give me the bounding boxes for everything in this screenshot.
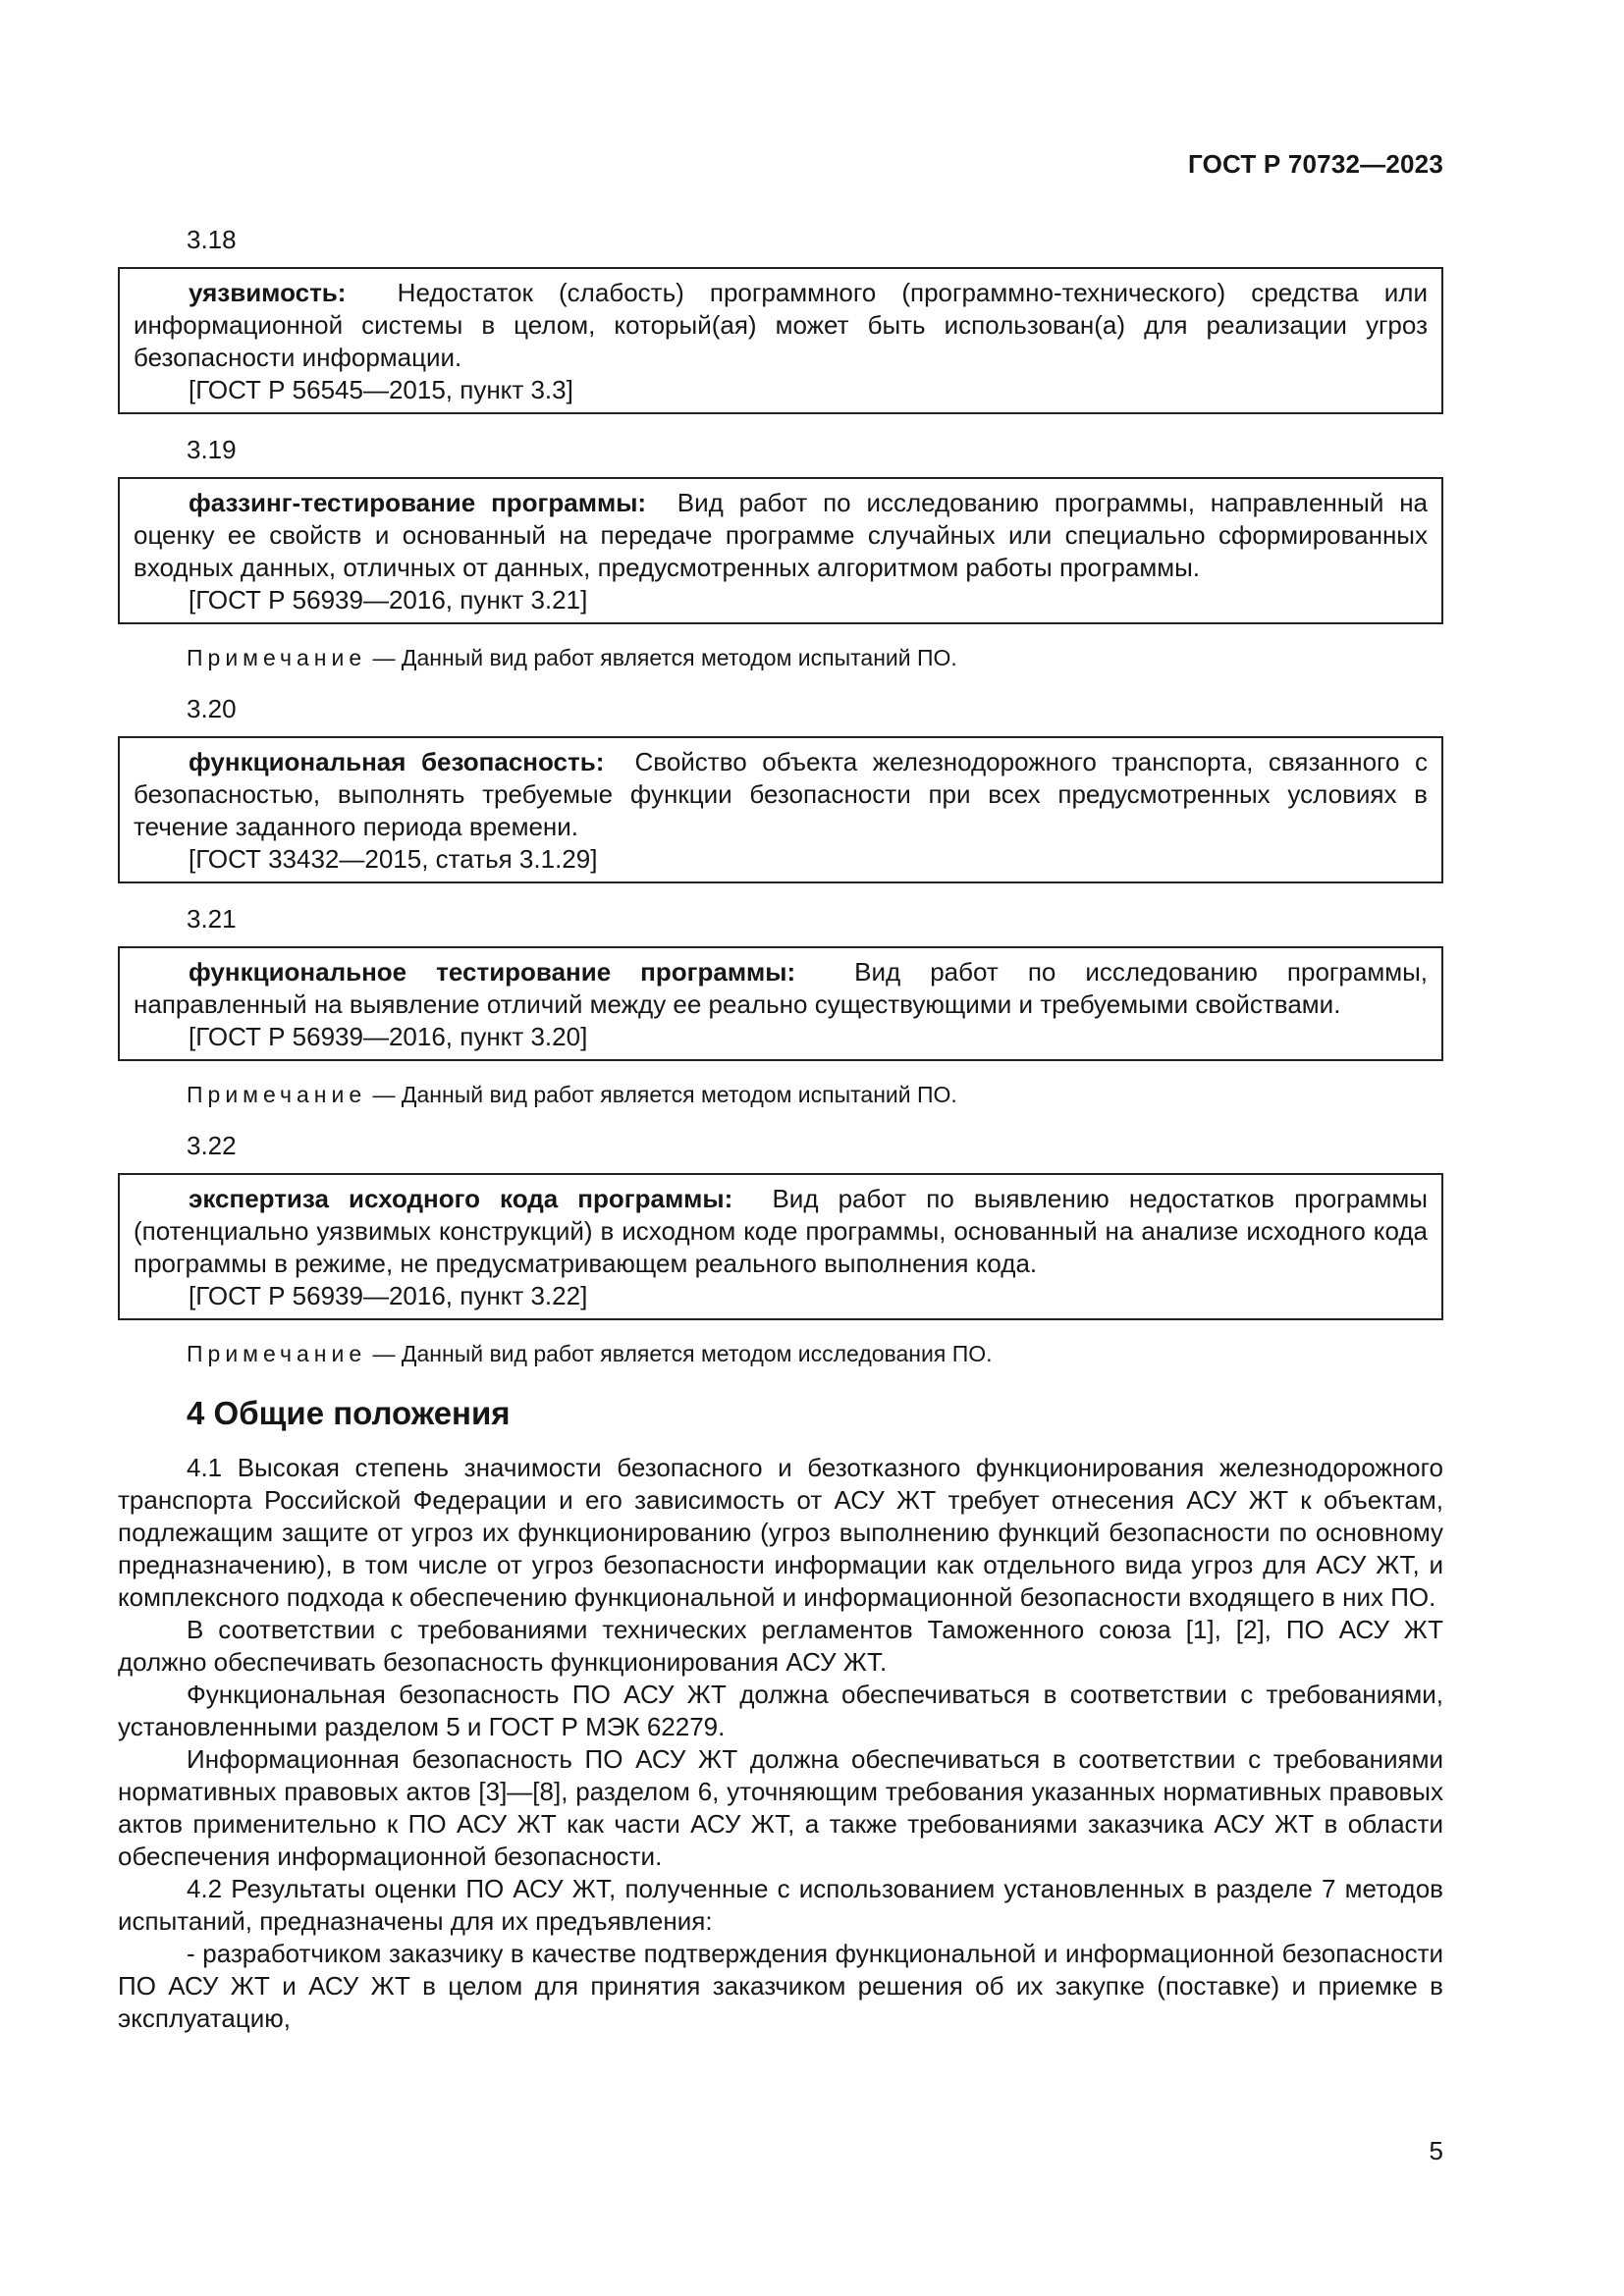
term-source: [ГОСТ 33432—2015, статья 3.1.29] [189, 844, 598, 874]
note-text: — Данный вид работ является методом исследования ПО. [366, 1341, 993, 1366]
term-source: [ГОСТ Р 56939—2016, пункт 3.20] [189, 1022, 588, 1051]
term-definition [134, 487, 1428, 584]
term-note [187, 642, 1443, 673]
term-definition-box [118, 267, 1443, 414]
page-number: 5 [1429, 2136, 1443, 2165]
section-paragraph: В соответствии с требованиями технических регламентов Таможенного союза [1], [2], ПО АСУ ЖТ должно обеспечивать безопасность функционирования АСУ ЖТ. [118, 1615, 1443, 1677]
term-definition [134, 1183, 1428, 1280]
term-definition [134, 746, 1428, 843]
term-definition-box [118, 1173, 1443, 1320]
term-name: уязвимость: [189, 278, 347, 307]
term-text: Свойство объекта железнодорожного транспорта, связанного с безопасностью, выполнять требуемые функции безопасности при всех предусмотренных условиях в течение заданного периода времени. [134, 747, 1428, 841]
section-paragraph: 4.1 Высокая степень значимости безопасного и безотказного функционирования железнодорожного транспорта Российской Федерации и его зависимость от АСУ ЖТ требует отнесения АСУ ЖТ к объектам, подлежащим защите от угроз их функционированию (угроз выполнению функций безопасности по основному предназначению), в том числе от угроз безопасности информации как отдельного вида угроз для АСУ ЖТ, и комплексного подхода к обеспечению функциональной и информационной безопасности входящего в них ПО. [118, 1453, 1443, 1612]
section-heading: 4 Общие положения [187, 1395, 511, 1431]
term-source: [ГОСТ Р 56545—2015, пункт 3.3] [189, 375, 573, 404]
term-source: [ГОСТ Р 56939—2016, пункт 3.21] [189, 585, 588, 614]
section-paragraph: Функциональная безопасность ПО АСУ ЖТ должна обеспечиваться в соответствии с требованиями, установленными разделом 5 и ГОСТ Р МЭК 62279. [118, 1680, 1443, 1741]
term-name: функциональная безопасность: [189, 747, 605, 776]
term-number: 3.22 [187, 1131, 237, 1160]
term-name: экспертиза исходного кода программы: [189, 1184, 733, 1213]
term-definition-box [118, 736, 1443, 883]
term-number: 3.20 [187, 694, 237, 723]
term-source: [ГОСТ Р 56939—2016, пункт 3.22] [189, 1281, 588, 1310]
term-definition-box [118, 946, 1443, 1061]
term-name: функциональное тестирование программы: [189, 957, 796, 987]
term-note [187, 1079, 1443, 1110]
page-content [118, 222, 1443, 2035]
note-text: — Данный вид работ является методом испытаний ПО. [366, 1082, 957, 1107]
note-label: Примечание [187, 1082, 367, 1107]
section-paragraph: 4.2 Результаты оценки ПО АСУ ЖТ, полученные с использованием установленных в разделе 7 методов испытаний, предназначены для их предъявления: [118, 1874, 1443, 1936]
term-text: Вид работ по выявлению недостатков программы (потенциально уязвимых конструкций) в исходном коде программы, основанный на анализе исходного кода программы в режиме, не предусматривающем реального выполнения кода. [134, 1184, 1428, 1278]
term-definition [134, 277, 1428, 374]
document-header: ГОСТ Р 70732—2023 [1188, 149, 1443, 179]
term-text: Вид работ по исследованию программы, направленный на оценку ее свойств и основанный на передаче программе случайных или специально сформированных входных данных, отличных от данных, предусмотренных алгоритмом работы программы. [134, 488, 1429, 582]
note-label: Примечание [187, 1341, 367, 1366]
term-note [187, 1338, 1443, 1369]
term-definition-box [118, 477, 1443, 624]
note-text: — Данный вид работ является методом испытаний ПО. [366, 645, 957, 670]
section-paragraph: - разработчиком заказчику в качестве подтверждения функциональной и информационной безопасности ПО АСУ ЖТ и АСУ ЖТ в целом для принятия заказчиком решения об их закупке (поставке) и приемке в эксплуатацию, [118, 1939, 1443, 2033]
term-text: Недостаток (слабость) программного (программно-технического) средства или информационной системы в целом, который(ая) может быть использован(а) для реализации угроз безопасности информации. [134, 278, 1428, 372]
term-name: фаззинг-тестирование программы: [189, 488, 647, 517]
section-paragraph: Информационная безопасность ПО АСУ ЖТ должна обеспечиваться в соответствии с требованиями нормативных правовых актов [3]—[8], разделом 6, уточняющим требования указанных нормативных правовых актов применительно к ПО АСУ ЖТ как части АСУ ЖТ, а также требованиями заказчика АСУ ЖТ в области обеспечения информационной безопасности. [118, 1744, 1443, 1871]
term-text: Вид работ по исследованию программы, направленный на выявление отличий между ее реально существующими и требуемыми свойствами. [134, 957, 1428, 1019]
term-definition [134, 956, 1428, 1021]
note-label: Примечание [187, 645, 367, 670]
term-number: 3.21 [187, 904, 237, 934]
term-number: 3.19 [187, 435, 237, 464]
term-number: 3.18 [187, 225, 237, 254]
